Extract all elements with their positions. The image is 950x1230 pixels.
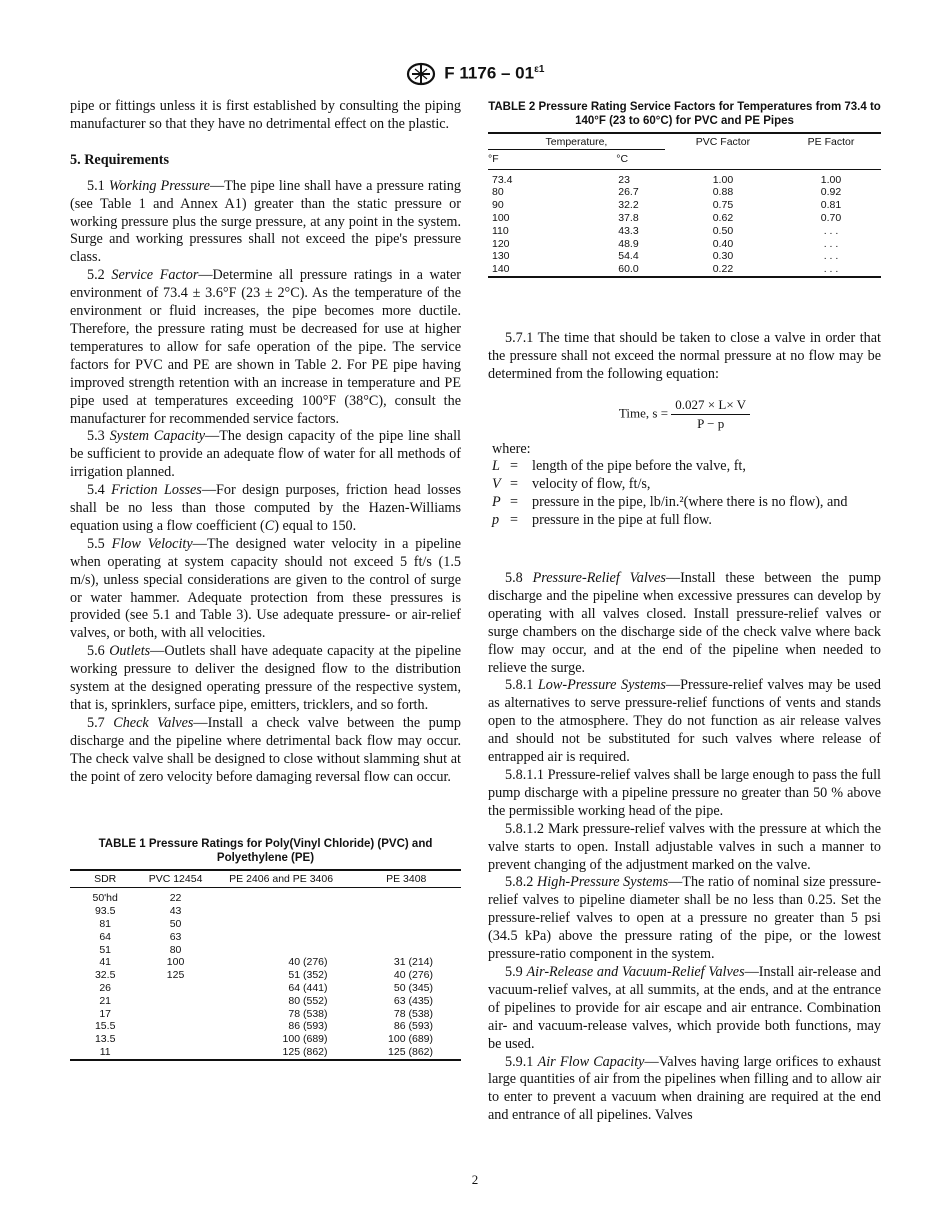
table2-cell: 0.88 xyxy=(712,186,734,199)
table1-header-pe2406: PE 2406 and PE 3406 xyxy=(229,872,334,885)
table1-cell: 100 (689) xyxy=(388,1033,433,1046)
table2-cell: 48.9 xyxy=(618,237,639,250)
table1-cell: 31 (214) xyxy=(393,956,433,969)
para-5-7: 5.7 Check Valves—Install a check valve between the pump discharge and the pipeline where detrimental back flow may occur. The check valve shall be designed to close without slamming shut at the point of zero velocity before damaging reversal flow can occur. xyxy=(70,714,462,785)
table1-caption: TABLE 1 Pressure Ratings for Poly(Vinyl Chloride) (PVC) and Polyethylene (PE) xyxy=(98,837,433,864)
table1-cell: 51 xyxy=(99,943,112,956)
page-header xyxy=(0,62,950,86)
table2-cell: 0.22 xyxy=(712,263,734,276)
para-5-8-1-1: 5.8.1.1 Pressure-relief valves shall be large enough to pass the full pump discharge with a pipeline pressure no greater than 50 % above the permissible working head of the pipe. xyxy=(488,767,882,819)
table1-cell xyxy=(140,1020,210,1033)
table1-cell: 22 xyxy=(169,892,182,905)
table2-cell: 26.7 xyxy=(618,186,639,199)
equation-denominator: P − p xyxy=(697,415,725,431)
table2-cell: 23 xyxy=(618,173,630,186)
page-number: 2 xyxy=(471,1172,479,1187)
variable-definitions xyxy=(492,458,848,530)
table1-cell xyxy=(352,905,462,918)
table2-cell: . . . xyxy=(823,224,839,237)
table1-cell: 80 (552) xyxy=(288,994,328,1007)
table1-row xyxy=(70,1008,461,1021)
para-5-5: 5.5 Flow Velocity—The designed water velocity in a pipeline when operating at system capacity should not exceed 5 ft/s (1.5 m/s), unless special considerations are given to the control of surge or water hammer. Adequate protection from these pressures is provided (see 5.1 and Table 3). Use adequate pressure- or air-relief valves, or both, with all velocities. xyxy=(70,535,462,642)
table1-cell: 78 (538) xyxy=(393,1007,433,1020)
table1-cell: 86 (593) xyxy=(393,1020,433,1033)
table2-row xyxy=(488,169,881,186)
table2-cell: 0.50 xyxy=(712,224,734,237)
table2-cell: . . . xyxy=(823,237,839,250)
astm-logo-icon xyxy=(406,62,436,86)
table1-row xyxy=(70,944,461,957)
table1-cell xyxy=(140,1046,210,1060)
table2-cell: 90 xyxy=(492,199,504,212)
table1-cell: 41 xyxy=(99,956,112,969)
table2-row xyxy=(488,263,881,277)
table1-row xyxy=(70,982,461,995)
definition-row: L = length of the pipe before the valve, ft, xyxy=(492,458,746,475)
table1-cell xyxy=(211,918,352,931)
definition-row: P = pressure in the pipe, lb/in.²(where there is no flow), and xyxy=(492,494,848,511)
table1-cell: 17 xyxy=(99,1007,112,1020)
table2-cell: 100 xyxy=(492,211,510,224)
table1-cell xyxy=(211,944,352,957)
table2-header-temperature: Temperature, xyxy=(488,133,665,149)
para-5-9-1: 5.9.1 Air Flow Capacity—Valves having large orifices to exhaust large quantities of air from the pipelines when filling and to allow air to enter to prevent a vacuum when draining are required at the end and entrance of all pipelines. Valves xyxy=(488,1053,881,1124)
table1-row xyxy=(70,969,461,982)
table1-cell: 64 (441) xyxy=(288,981,328,994)
table1-cell: 100 (689) xyxy=(282,1033,328,1046)
table2-cell: 32.2 xyxy=(618,199,639,212)
table1-cell xyxy=(211,931,352,944)
table1-row xyxy=(70,931,461,944)
table1-cell xyxy=(352,918,462,931)
table1-cell xyxy=(352,888,462,905)
table2-header-pe: PE Factor xyxy=(807,136,855,148)
table2-cell: 0.75 xyxy=(712,199,734,212)
table2-cell: 43.3 xyxy=(618,224,639,237)
table2-cell: 0.81 xyxy=(820,199,842,212)
table2-cell: 37.8 xyxy=(618,211,639,224)
definition-row: V = velocity of flow, ft/s, xyxy=(492,476,651,493)
designation: F 1176 – 01 xyxy=(444,63,535,83)
table1-cell: 32.5 xyxy=(94,969,116,982)
table1-cell: 125 (862) xyxy=(282,1045,328,1058)
table2-caption: TABLE 2 Pressure Rating Service Factors for Temperatures from 73.4 to 140°F (23 to 60°C) for PVC and PE Pipes xyxy=(488,101,881,127)
table1-row xyxy=(70,1020,461,1033)
table2-cell: 120 xyxy=(492,237,510,250)
para-5-8-1-2: 5.8.1.2 Mark pressure-relief valves with the pressure at which the valve starts to open. Install adjustable valves in such a manner to prevent changing of the adjustment marked on the valve. xyxy=(488,820,881,873)
table2-cell: 0.40 xyxy=(712,237,734,250)
where-label: where: xyxy=(492,440,531,457)
table1-body xyxy=(70,888,461,1060)
para-5-8-1: 5.8.1 Low-Pressure Systems—Pressure-relief valves may be used as alternatives to serve pressure-relief functions of vents and stands open to the atmosphere. They do not function as air release valves and should not be substituted for such valves where release of entrapped air is required. xyxy=(488,677,882,766)
table1-cell: 50 (345) xyxy=(393,981,433,994)
table2-header-f: °F xyxy=(488,152,499,165)
para-5-8-2: 5.8.2 High-Pressure Systems—The ratio of nominal size pressure-relief valves to pipeline diameter shall be no less than 0.25. Set the pressure-relief valves to open at a pressure no greater than 5 psi (34.5 kPa) above the pressure rating of the pipe, or the lowest pressure-ratio component in the system. xyxy=(488,874,881,963)
para-5-4: 5.4 Friction Losses—For design purposes, friction head losses shall be no less than those computed by the Hazen-Williams equation using a flow coefficient (C) equal to 150. xyxy=(70,482,462,534)
table2-cell: 60.0 xyxy=(618,263,639,276)
table2-cell: . . . xyxy=(823,250,839,263)
table2-cell: 1.00 xyxy=(712,173,734,186)
table2-row xyxy=(488,238,881,251)
table1-row xyxy=(70,918,461,931)
table2 xyxy=(488,132,881,278)
table1-row xyxy=(70,956,461,969)
para-5-3: 5.3 System Capacity—The design capacity of the pipe line shall be sufficient to provide an adequate flow of water for all methods of irrigation planned. xyxy=(70,428,461,481)
left-column xyxy=(70,98,461,1061)
table2-cell: 0.30 xyxy=(712,250,734,263)
table1-cell: 21 xyxy=(99,994,112,1007)
table1-row xyxy=(70,1033,461,1046)
table1-cell: 50 xyxy=(169,917,182,930)
table1-cell: 64 xyxy=(99,930,112,943)
table2-cell: 140 xyxy=(492,263,510,276)
equation-numerator: 0.027 × L× V xyxy=(671,396,750,415)
table1-cell: 100 xyxy=(166,956,185,969)
table1-cell: 40 (276) xyxy=(393,969,433,982)
definition-row: p = pressure in the pipe at full flow. xyxy=(492,512,712,529)
time-equation xyxy=(488,396,881,433)
table1-row xyxy=(70,995,461,1008)
table2-header-c: °C xyxy=(616,152,629,165)
table1-header-pvc: PVC 12454 xyxy=(148,872,203,885)
equation-lhs: Time, s = xyxy=(618,405,669,421)
table1-cell: 51 (352) xyxy=(288,969,328,982)
table1-cell: 50'hd xyxy=(92,892,118,905)
table1-cell: 80 xyxy=(169,943,182,956)
table2-cell: 0.62 xyxy=(712,211,734,224)
table1-cell: 125 (862) xyxy=(388,1045,433,1058)
table1-cell xyxy=(211,888,352,905)
para-5-1: 5.1 Working Pressure—The pipe line shall have a pressure rating (see Table 1 and Annex A1) greater than the static pressure or working pressure plus the surge pressure, at any point in the system. Surge and working pressures shall not exceed the pipe's pressure class. xyxy=(70,177,461,266)
table1-cell: 86 (593) xyxy=(288,1020,328,1033)
table1-header-pe3408: PE 3408 xyxy=(386,872,427,885)
table2-body xyxy=(488,169,881,277)
table1-cell xyxy=(140,995,210,1008)
table2-cell: 80 xyxy=(492,186,504,199)
table1-cell: 81 xyxy=(99,917,112,930)
table1-cell: 125 xyxy=(166,969,185,982)
table2-cell: 0.70 xyxy=(820,211,842,224)
table2-cell: 1.00 xyxy=(820,173,842,186)
table1-row xyxy=(70,1046,461,1060)
table1-cell: 40 (276) xyxy=(288,956,328,969)
table1-cell: 93.5 xyxy=(94,905,116,918)
table2-cell: 130 xyxy=(492,250,510,263)
table2-cell: 54.4 xyxy=(618,250,639,263)
table2-cell: 110 xyxy=(492,224,509,237)
designation-superscript: ε1 xyxy=(534,63,545,75)
table2-row xyxy=(488,250,881,263)
table2-cell: 0.92 xyxy=(820,186,842,199)
table1-cell: 13.5 xyxy=(94,1033,116,1046)
para-5-7-1: 5.7.1 The time that should be taken to close a valve in order that the pressure shall not exceed the normal pressure at no flow may be determined from the following equation: xyxy=(488,329,881,382)
table1-cell: 78 (538) xyxy=(288,1007,328,1020)
table2-row xyxy=(488,225,881,238)
para-5-6: 5.6 Outlets—Outlets shall have adequate capacity at the pipeline working pressure to deliver the designed flow to the distribution system at the designed operating pressure of the respective system, that is, sprinklers, surface pipe, emitters, tricklers, and so forth. xyxy=(70,643,461,713)
table2-cell: . . . xyxy=(823,263,839,276)
table1-cell: 43 xyxy=(169,905,182,918)
table2-row xyxy=(488,212,881,225)
table1 xyxy=(70,869,461,1061)
para-5-9: 5.9 Air-Release and Vacuum-Relief Valves—Install air-release and vacuum-relief valves, at all summits, at the ends, and at the entrance of pipelines to provide for air escape and air entrance. Combination air- and vacuum-release valves, which provide both functions, may be used. xyxy=(488,963,881,1052)
para-5-2: 5.2 Service Factor—Determine all pressure ratings in a water environment of 73.4 ± 3.6°F (23 ± 2°C). As the temperature of the environment or fluid increases, the pipe becomes more ductile. Therefore, the pressure rating must be decreased for use at higher temperatures to allow for safe operation of the pipe. The service factors for PVC and PE are shown in Table 2. For PE pipe having improved strength retention with an increase in temperature and PE pipe used at temperatures exceeding 100°F (38°C), consult the manufacturer for recommended service factors. xyxy=(70,267,462,427)
intro-paragraph: pipe or fittings unless it is first established by consulting the piping manufacturer so that they have no detrimental effect on the plastic. xyxy=(70,98,461,132)
table1-cell: 26 xyxy=(99,981,112,994)
table1-cell xyxy=(211,905,352,918)
table1-cell xyxy=(140,1008,210,1021)
table1-row xyxy=(70,905,461,918)
para-5-8: 5.8 Pressure-Relief Valves—Install these between the pump discharge and the pipeline when excessive pressures can develop by operating with all valves closed. Install pressure-relief valves or surge chambers on the discharge side of the check valve where back flow may occur, and at the end of the pipeline when needed to relieve the surge. xyxy=(488,570,882,676)
table1-row xyxy=(70,888,461,905)
table1-header-sdr: SDR xyxy=(94,872,117,885)
table1-cell xyxy=(352,931,462,944)
table2-row xyxy=(488,199,881,212)
table2-row xyxy=(488,186,881,199)
table2-header-pvc: PVC Factor xyxy=(695,136,751,148)
table2-cell: 73.4 xyxy=(492,173,513,186)
section-title: 5. Requirements xyxy=(70,151,170,168)
table1-cell: 11 xyxy=(99,1045,111,1058)
table1-cell xyxy=(352,944,462,957)
right-column xyxy=(488,98,881,1125)
table1-cell xyxy=(140,1033,210,1046)
table1-cell: 15.5 xyxy=(94,1020,116,1033)
table1-cell: 63 (435) xyxy=(393,994,433,1007)
table1-cell: 63 xyxy=(169,930,182,943)
table1-cell xyxy=(140,982,210,995)
